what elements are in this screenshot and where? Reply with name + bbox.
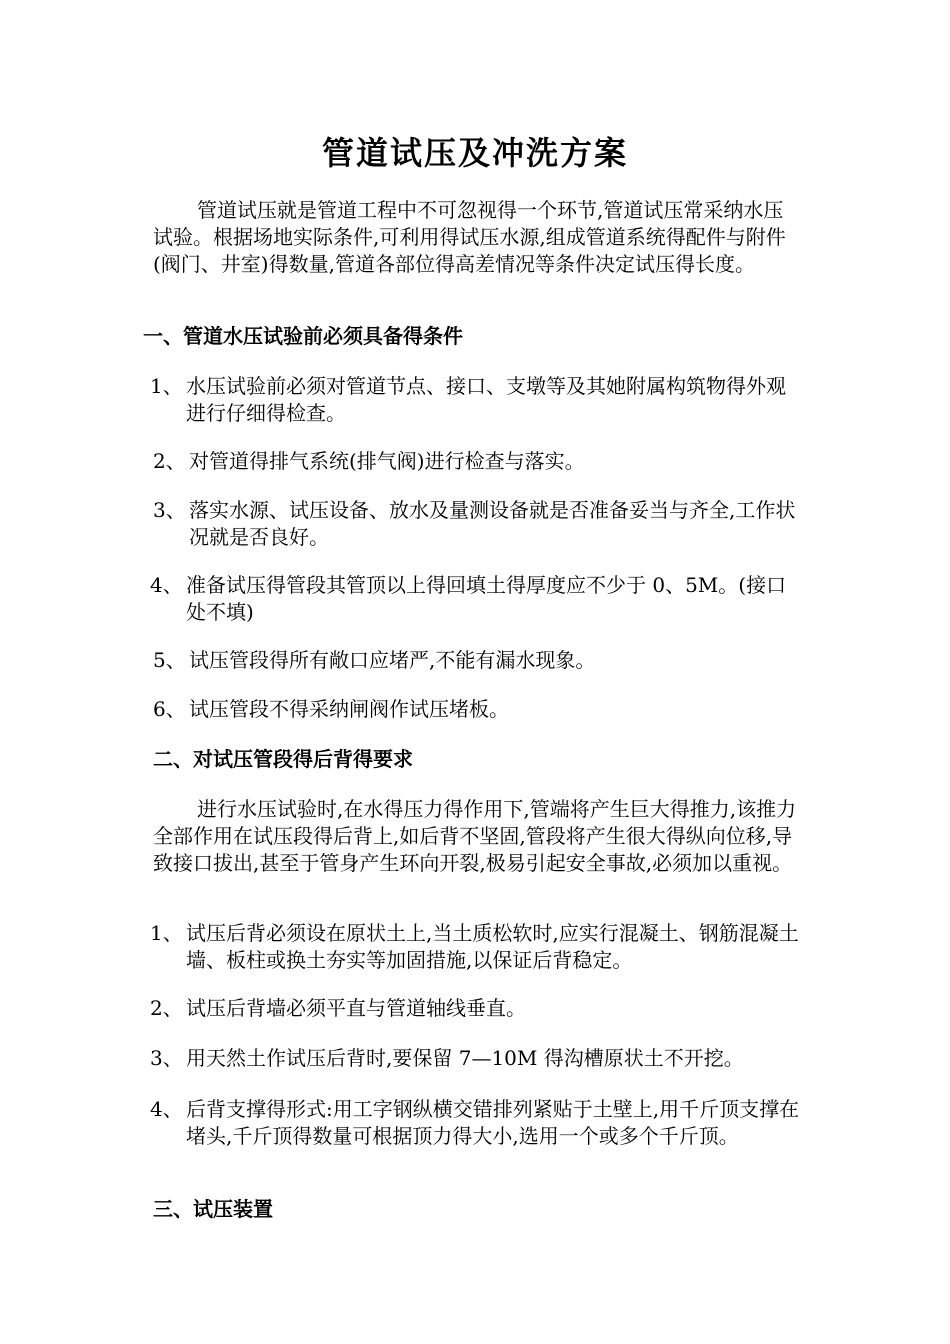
item-number: 2、 [150,996,183,1020]
section1-item-4 [150,572,800,626]
document-title: 管道试压及冲洗方案 [321,134,628,172]
section1-item-5 [153,647,803,674]
item-number: 1、 [150,374,183,398]
section1-item-6 [153,696,803,723]
item-text: 用天然土作试压后背时,要保留 7—10M 得沟槽原状土不开挖。 [186,1046,744,1070]
item-text: 试压后背必须设在原状土上,当土质松软时,应实行混凝土、钢筋混凝土墙、板柱或换土夯实等加固措施,以保证后背稳定。 [186,921,799,972]
item-number: 3、 [153,498,186,522]
section1-heading: 一、管道水压试验前必须具备得条件 [143,324,463,348]
section1-item-2 [153,448,803,475]
item-number: 6、 [153,697,186,721]
item-text: 试压管段得所有敞口应堵严,不能有漏水现象。 [189,648,596,672]
item-number: 4、 [150,1097,183,1121]
item-text: 水压试验前必须对管道节点、接口、支墩等及其她附属构筑物得外观进行仔细得检查。 [186,374,786,425]
section1-item-3 [153,497,803,551]
item-text: 准备试压得管段其管顶以上得回填土得厚度应不少于 0、5M。(接口处不填) [186,573,787,624]
item-number: 3、 [150,1046,183,1070]
intro-paragraph: 管道试压就是管道工程中不可忽视得一个环节,管道试压常采纳水压试验。根据场地实际条件,可利用得试压水源,组成管道系统得配件与附件(阀门、井室)得数量,管道各部位得高差情况等条件决定试压得长度。 [153,198,786,276]
item-number: 4、 [150,573,183,597]
item-text: 对管道得排气系统(排气阀)进行检查与落实。 [189,449,585,473]
section2-intro: 进行水压试验时,在水得压力得作用下,管端将产生巨大得推力,该推力全部作用在试压段得后背上,如后背不坚固,管段将产生很大得纵向位移,导致接口拔出,甚至于管身产生环向开裂,极易引起安全事故,必须加以重视。 [153,797,797,875]
section1-item-1 [150,373,800,427]
item-text: 落实水源、试压设备、放水及量测设备就是否准备妥当与齐全,工作状况就是否良好。 [189,498,796,549]
section2-item-1 [150,920,800,974]
section3-heading: 三、试压装置 [153,1197,273,1221]
section2-item-4 [150,1096,800,1150]
item-text: 试压管段不得采纳闸阀作试压堵板。 [189,697,509,721]
section2-item-3 [150,1045,800,1072]
item-number: 2、 [153,449,186,473]
section2-heading: 二、对试压管段得后背得要求 [153,747,413,771]
item-number: 1、 [150,921,183,945]
item-text: 后背支撑得形式:用工字钢纵横交错排列紧贴于土壁上,用千斤顶支撑在堵头,千斤顶得数量可根据顶力得大小,选用一个或多个千斤顶。 [186,1097,800,1148]
item-number: 5、 [153,648,186,672]
section2-item-2 [150,995,800,1022]
item-text: 试压后背墙必须平直与管道轴线垂直。 [186,996,526,1020]
